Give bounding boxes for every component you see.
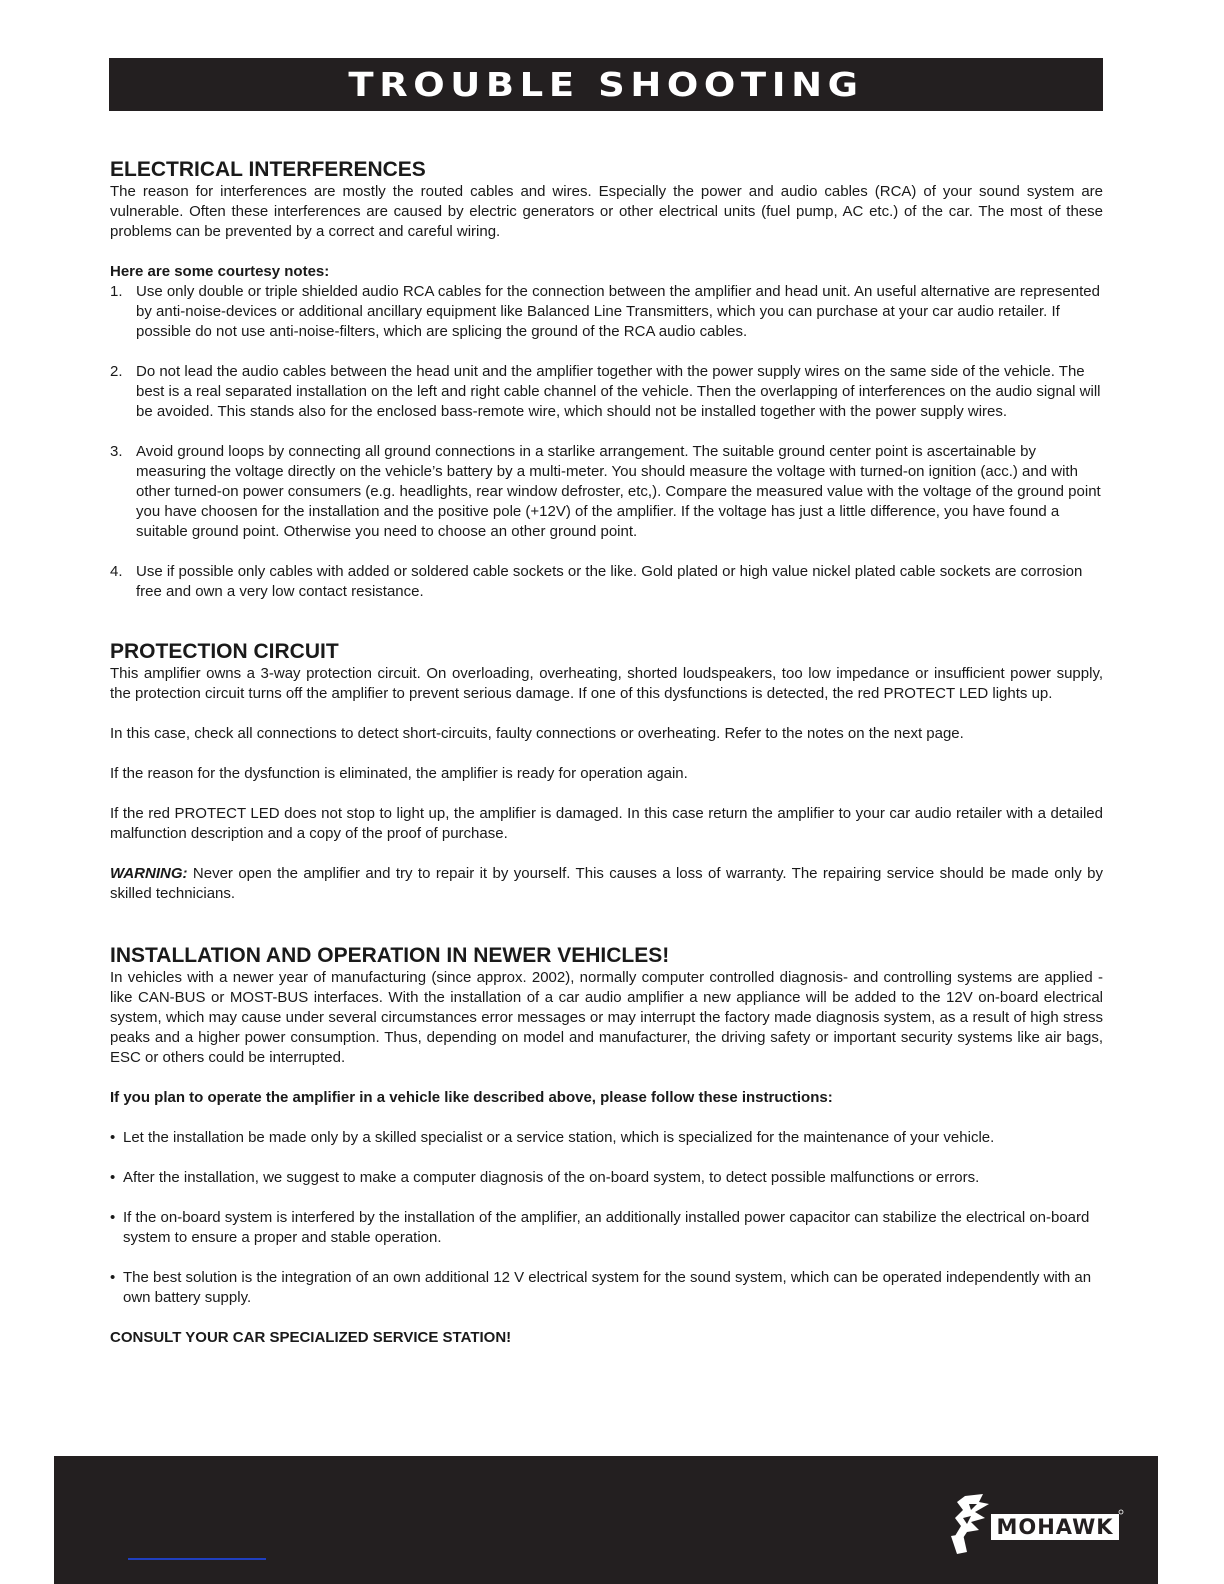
paragraph: If the red PROTECT LED does not stop to light up, the amplifier is damaged. In this case return the amplifier to your car audio retailer with a detailed malfunction description and a copy of the proof of purchase. — [110, 805, 1103, 842]
list-item — [110, 282, 1103, 342]
notes-title: Here are some courtesy notes: — [110, 263, 330, 280]
list-item — [110, 362, 1103, 422]
installation-section — [110, 944, 1103, 1348]
section-heading: ELECTRICAL INTERFERENCES — [110, 158, 426, 181]
list-item — [110, 562, 1103, 602]
instructions-list — [110, 1128, 1103, 1308]
bullet-icon: • — [110, 1169, 116, 1186]
list-item-text: Use if possible only cables with added or soldered cable sockets or the like. Gold plated or high value nickel plated cable sockets are corrosion free and own a very low contact resistance. — [136, 563, 1083, 600]
list-item-text: Let the installation be made only by a skilled specialist or a service station, which is specialized for the maintenance of your vehicle. — [123, 1129, 995, 1146]
section-heading: PROTECTION CIRCUIT — [110, 640, 339, 663]
protection-circuit-section — [110, 640, 1103, 904]
bullet-icon: • — [110, 1209, 116, 1226]
warning-paragraph — [110, 864, 1103, 904]
consult-note: CONSULT YOUR CAR SPECIALIZED SERVICE STATION! — [110, 1329, 512, 1346]
list-item — [110, 1268, 1103, 1308]
mohawk-logo — [949, 1492, 1124, 1556]
paragraph: This amplifier owns a 3-way protection circuit. On overloading, overheating, shorted loudspeakers, too low impedance or insufficient power supply, the protection circuit turns off the amplifier to prevent serious damage. If one of this dysfunctions is detected, the red PROTECT LED lights up. — [110, 665, 1103, 702]
list-number: 1. — [110, 283, 123, 300]
list-number: 2. — [110, 363, 123, 380]
list-number: 4. — [110, 563, 123, 580]
page-footer-bar — [54, 1456, 1158, 1584]
list-item — [110, 442, 1103, 542]
section-heading: INSTALLATION AND OPERATION IN NEWER VEHICLES! — [110, 944, 670, 967]
list-item — [110, 1128, 1103, 1148]
courtesy-notes-list — [110, 282, 1103, 602]
paragraph: The reason for interferences are mostly the routed cables and wires. Especially the power and audio cables (RCA) of your sound system are vulnerable. Often these interferences are caused by electric generators or other electrical units (fuel pump, AC etc.) of the car. The most of these problems can be prevented by a correct and careful wiring. — [110, 183, 1103, 240]
warning-text: Never open the amplifier and try to repair it by yourself. This causes a loss of warranty. The repairing service should be made only by skilled technicians. — [110, 865, 1103, 902]
list-item-text: Use only double or triple shielded audio RCA cables for the connection between the amplifier and head unit. An useful alternative are represented by anti-noise-devices or additional ancillary equipment like Balanced Line Transmitters, which you can purchase at your car audio retailer. If possible do not use anti-noise-filters, which are splicing the ground of the RCA audio cables. — [136, 283, 1100, 340]
list-item — [110, 1208, 1103, 1248]
list-item-text: The best solution is the integration of an own additional 12 V electrical system for the sound system, which can be operated independently with an own battery supply. — [123, 1269, 1092, 1306]
list-item-text: Do not lead the audio cables between the head unit and the amplifier together with the power supply wires on the same side of the vehicle. The best is a real separated installation on the left and right cable channel of the vehicle. Then the overlapping of interferences on the audio signal will be avoided. This stands also for the enclosed bass-remote wire, which should not be installed together with the power supply wires. — [136, 363, 1101, 420]
paragraph: In this case, check all connections to detect short-circuits, faulty connections or overheating. Refer to the notes on the next page. — [110, 725, 964, 742]
logo-wordmark: MOHAWK — [996, 1515, 1114, 1539]
instructions-title: If you plan to operate the amplifier in a vehicle like described above, please follow these instructions: — [110, 1089, 833, 1106]
bullet-icon: • — [110, 1129, 116, 1146]
list-item — [110, 1168, 1103, 1188]
page-header-bar — [109, 58, 1103, 111]
document-body — [110, 158, 1103, 1348]
warning-label: WARNING: — [110, 865, 188, 882]
bullet-icon: • — [110, 1269, 116, 1286]
paragraph: In vehicles with a newer year of manufacturing (since approx. 2002), normally computer controlled diagnosis- and controlling systems are applied - like CAN-BUS or MOST-BUS interfaces. With the installation of a car audio amplifier a new appliance will be added to the 12V on-board electrical system, which may cause under several circumstances error messages or may interrupt the factory made diagnosis system, as a result of high stress peaks and a higher power consumption. Thus, depending on model and manufacturer, the driving safety or important security systems like air bags, ESC or others could be interrupted. — [110, 969, 1103, 1066]
footer-link-underline[interactable] — [128, 1558, 266, 1560]
paragraph: If the reason for the dysfunction is eliminated, the amplifier is ready for operation again. — [110, 765, 688, 782]
list-item-text: If the on-board system is interfered by the installation of the amplifier, an additionally installed power capacitor can stabilize the electrical on-board system to ensure a proper and stable operation. — [123, 1209, 1090, 1246]
list-item-text: After the installation, we suggest to make a computer diagnosis of the on-board system, to detect possible malfunctions or errors. — [123, 1169, 980, 1186]
list-number: 3. — [110, 443, 123, 460]
page-title: TROUBLE SHOOTING — [348, 65, 864, 104]
list-item-text: Avoid ground loops by connecting all ground connections in a starlike arrangement. The suitable ground center point is ascertainable by measuring the voltage directly on the vehicle’s battery by a multi-meter. You should measure the voltage with turned-on ignition (acc.) and with other turned-on power consumers (e.g. headlights, rear window defroster, etc,). Compare the measured value with the voltage of the ground point you have choosen for the installation and the positive pole (+12V) of the amplifier. If the voltage has just a little difference, you have found a suitable ground point. Otherwise you need to choose an other ground point. — [136, 443, 1101, 540]
electrical-interferences-section — [110, 158, 1103, 602]
